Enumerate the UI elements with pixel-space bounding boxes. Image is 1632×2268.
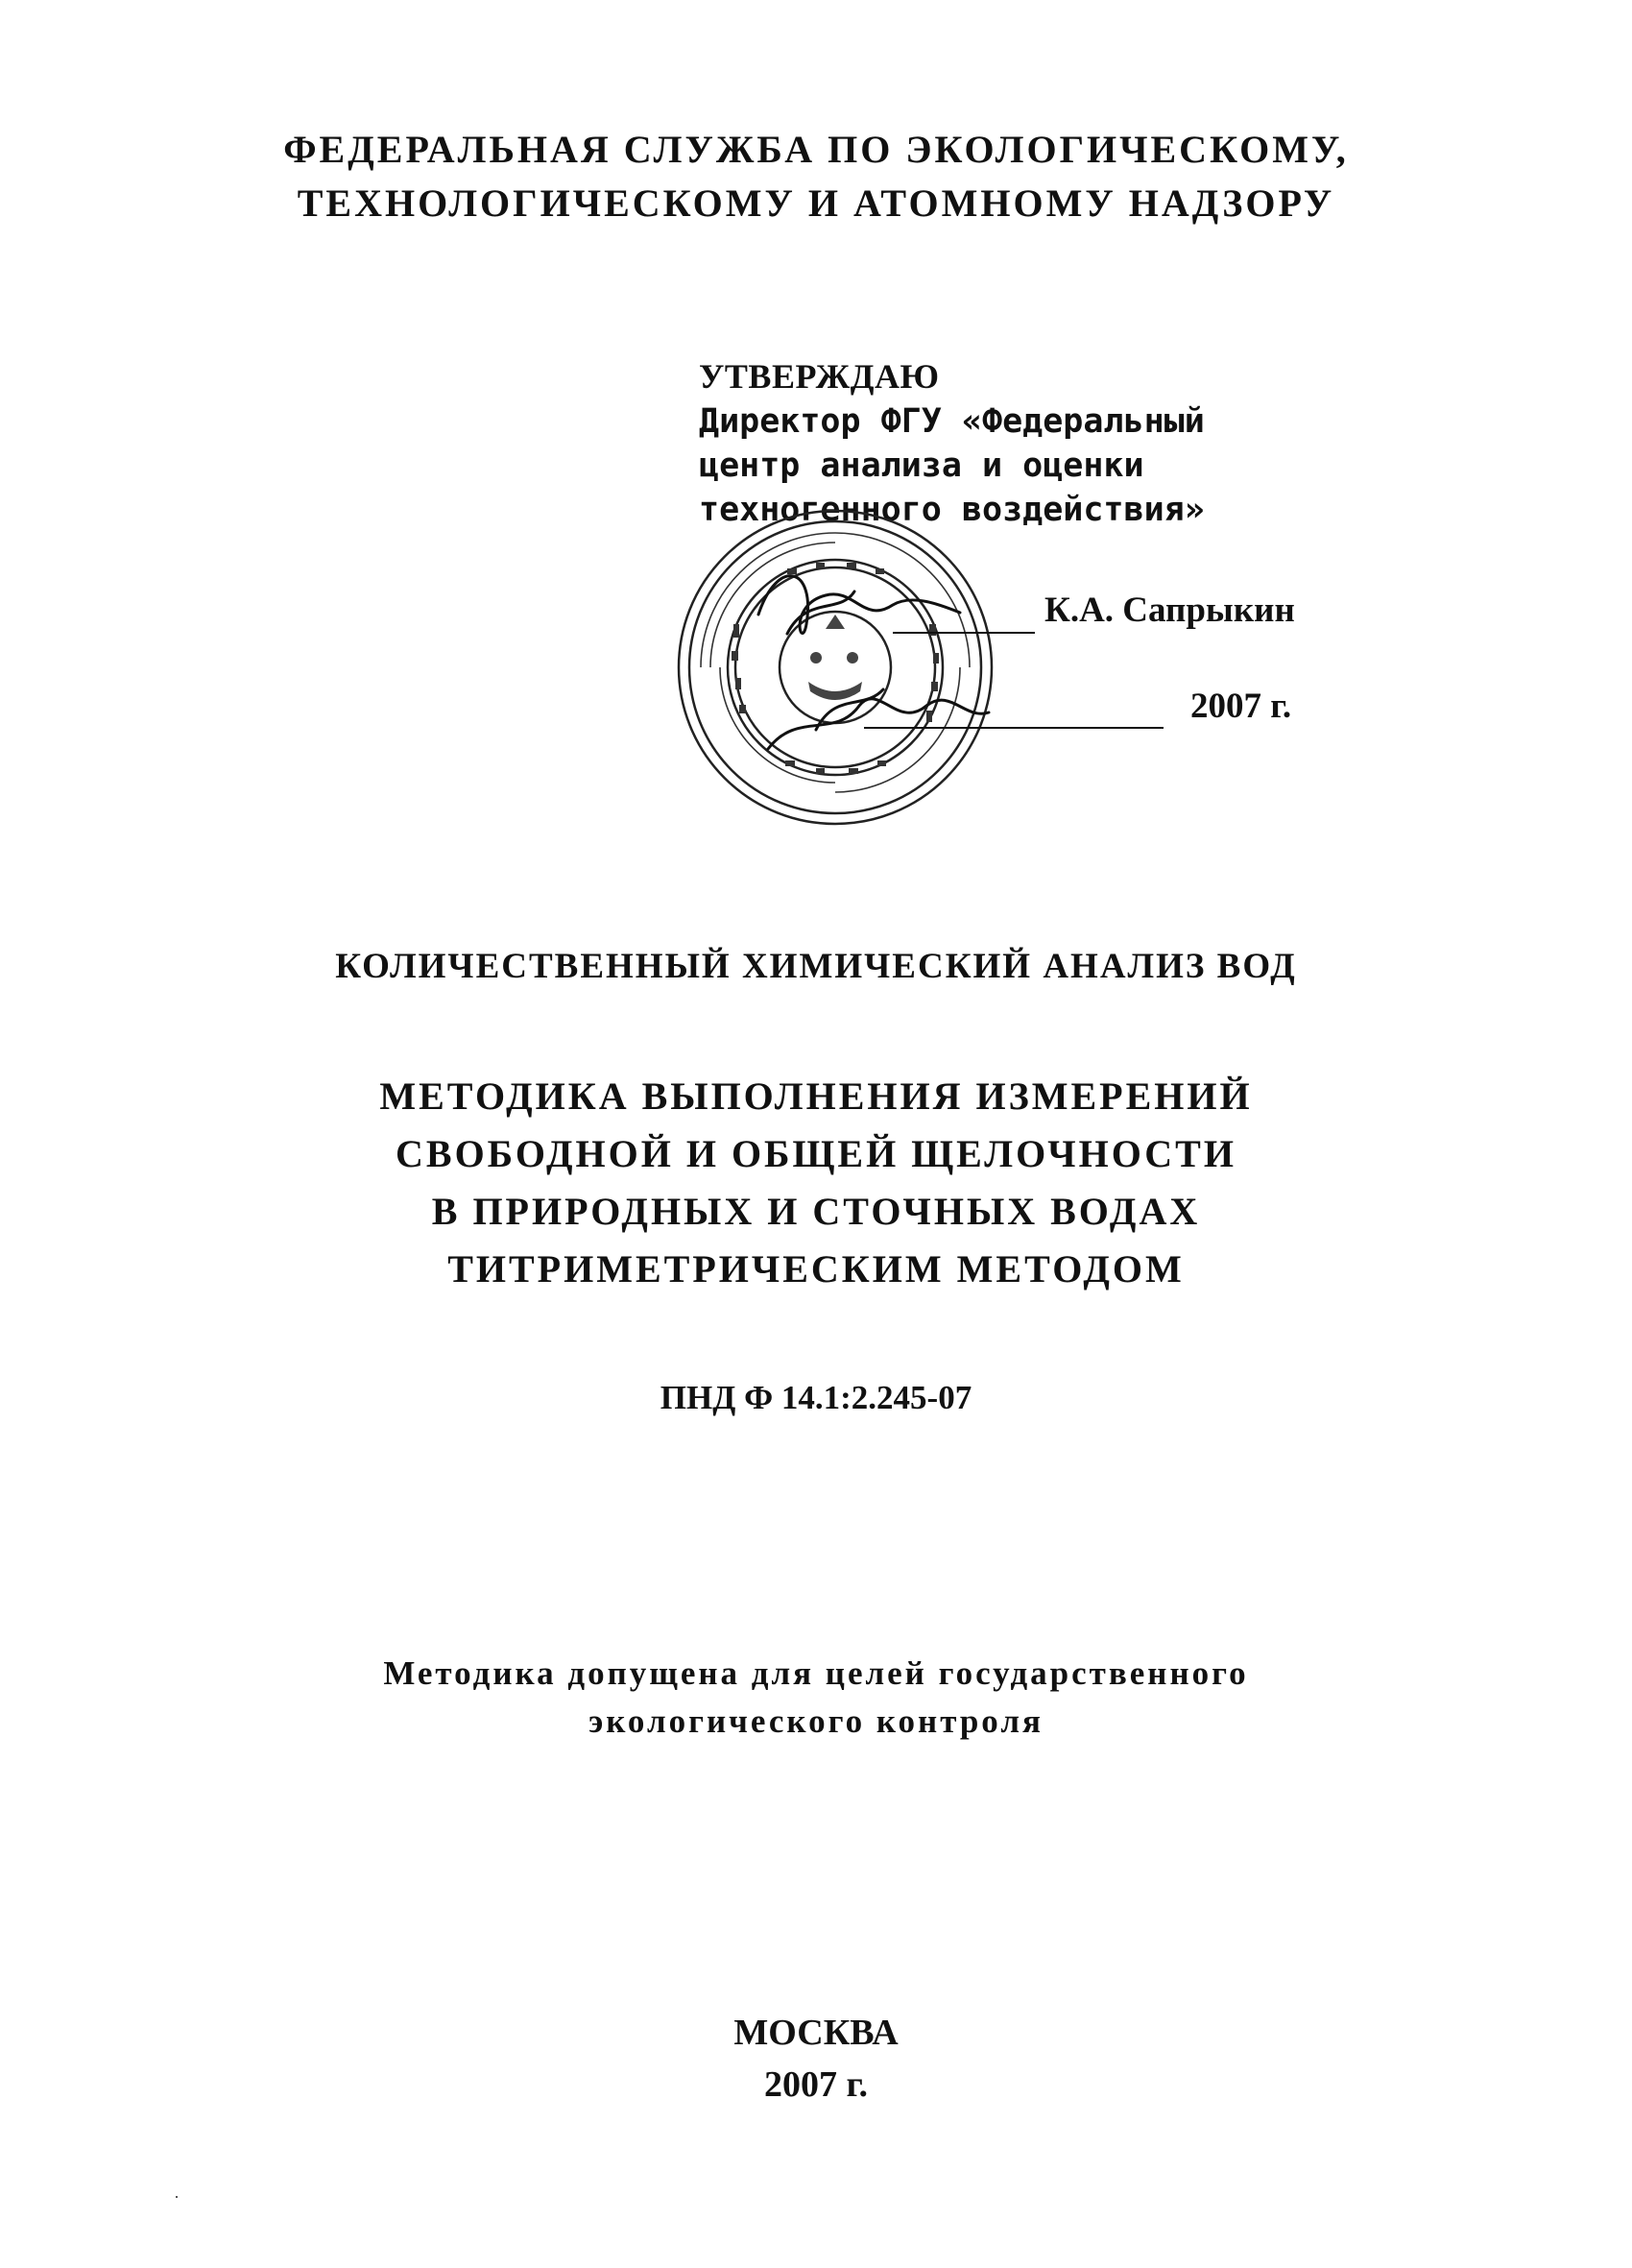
agency-line-2: ТЕХНОЛОГИЧЕСКОМУ И АТОМНОМУ НАДЗОРУ <box>297 181 1335 225</box>
approval-line-3: техногенного воздействия» <box>699 491 1205 529</box>
publication-year: 2007 г. <box>764 2064 868 2105</box>
approval-purpose-line-1: Методика допущена для целей государственного <box>383 1654 1249 1692</box>
approval-year: 2007 г. <box>1190 687 1292 726</box>
date-line <box>864 727 1164 729</box>
title-line-4: ТИТРИМЕТРИЧЕСКИМ МЕТОДОМ <box>447 1247 1185 1291</box>
method-title <box>0 1068 1632 1298</box>
approval-purpose <box>0 1650 1632 1746</box>
approval-line-1: Директор ФГУ «Федеральный <box>699 402 1205 441</box>
document-series: КОЛИЧЕСТВЕННЫЙ ХИМИЧЕСКИЙ АНАЛИЗ ВОД <box>335 947 1297 986</box>
signer-name: К.А. Сапрыкин <box>1044 591 1295 630</box>
official-seal-icon <box>672 499 1018 835</box>
scan-speck <box>176 2196 178 2198</box>
approval-line-2: центр анализа и оценки <box>699 446 1144 485</box>
document-code: ПНД Ф 14.1:2.245-07 <box>660 1379 972 1416</box>
publication-place <box>0 2007 1632 2111</box>
title-line-2: СВОБОДНОЙ И ОБЩЕЙ ЩЕЛОЧНОСТИ <box>396 1132 1236 1175</box>
approval-heading: УТВЕРЖДАЮ <box>699 357 940 396</box>
title-line-3: В ПРИРОДНЫХ И СТОЧНЫХ ВОДАХ <box>431 1190 1201 1233</box>
signature-line <box>893 632 1035 634</box>
approval-purpose-line-2: экологического контроля <box>588 1702 1044 1740</box>
agency-line-1: ФЕДЕРАЛЬНАЯ СЛУЖБА ПО ЭКОЛОГИЧЕСКОМУ, <box>283 128 1349 171</box>
agency-name <box>0 123 1632 230</box>
title-line-1: МЕТОДИКА ВЫПОЛНЕНИЯ ИЗМЕРЕНИЙ <box>379 1074 1253 1118</box>
city-name: МОСКВА <box>733 2013 899 2053</box>
